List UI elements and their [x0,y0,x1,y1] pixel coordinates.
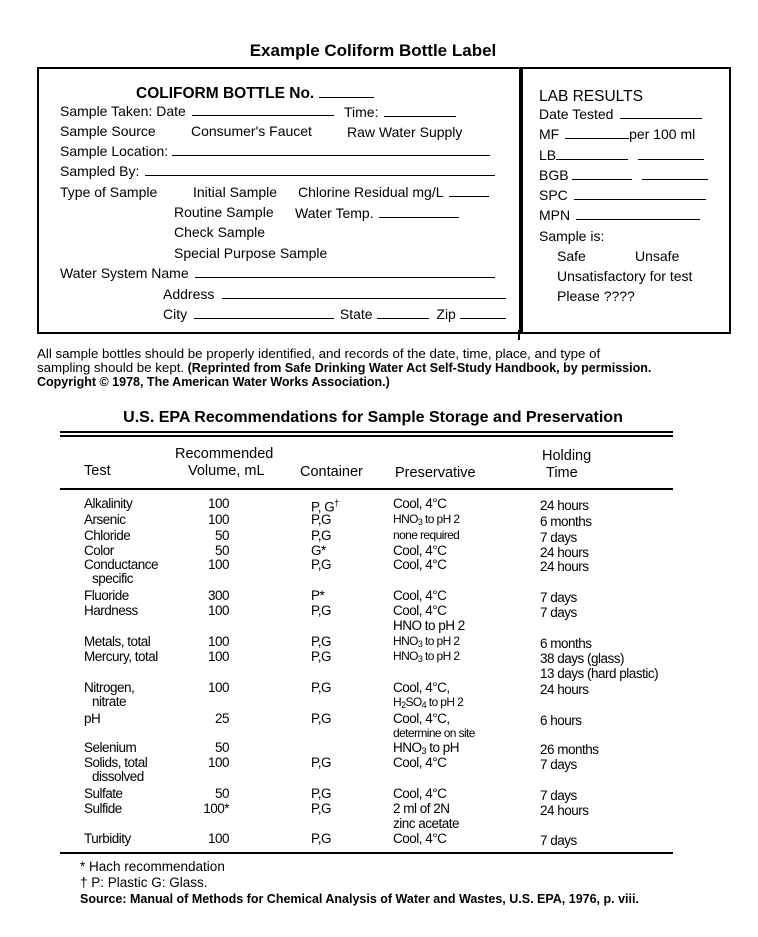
lb-line-1 [556,158,628,160]
cell-volume: 100 [207,649,229,664]
sample-is-label: Sample is: [539,228,605,244]
label-title: Example Coliform Bottle Label [249,41,497,60]
state-line [377,317,429,319]
chlorine-residual-label: Chlorine Residual mg/L [298,184,443,200]
date-tested-row [539,106,702,122]
cell-volume: 25 [214,711,229,726]
unsatisfactory-option: Unsatisfactory for test [557,268,693,284]
bgb-line-2 [642,178,708,180]
cell-holding: 7 days [540,788,577,803]
mpn-line [576,218,700,220]
caption-line-2b: (Reprinted from Safe Drinking Water Act Self-Study Handbook, by permission. [187,361,652,375]
mpn-label: MPN [539,207,571,223]
cell-test-line-2: dissolved [92,769,144,784]
box-tick [518,330,520,340]
cell-container: P,G [311,634,332,649]
mf-line [565,137,629,139]
cell-preservative-line-2: $H_2SO_4$ to pH 2 [393,695,464,710]
cell-container: P,G [311,711,332,726]
cell-test: Sulfate [84,786,123,801]
spc-row [539,187,706,203]
water-system-name-line [195,276,495,278]
cell-holding-line-2: 13 days (hard plastic) [540,666,659,681]
cell-holding: 7 days [540,530,577,545]
cell-volume: 50 [214,528,229,543]
cell-preservative: Cool, 4°C [393,557,447,572]
water-temp-field [295,205,459,221]
cell-holding: 24 hours [540,498,589,513]
header-volume-2: Volume, mL [188,463,265,479]
cell-holding: 6 months [540,636,592,651]
cell-holding: 24 hours [540,559,589,574]
bottle-number-label: COLIFORM BOTTLE No. [136,85,315,102]
address-label: Address [163,286,215,302]
header-holding-2: Time [546,465,578,481]
address-row [163,286,506,302]
cell-container: P,G [311,649,332,664]
sample-taken-row [60,103,334,119]
bgb-label: BGB [539,167,569,183]
spc-label: SPC [539,187,568,203]
time-field [344,104,456,120]
cell-preservative: Cool, 4°C [393,603,447,618]
sampled-by-label: Sampled By: [60,163,140,179]
mf-row [539,126,695,142]
cell-preservative: $HNO_3$ to pH 2 [393,634,460,649]
table-header-rule [60,488,673,490]
cell-volume: 50 [214,543,229,558]
caption-line-2 [37,361,651,375]
cell-holding: 26 months [540,742,599,757]
header-holding-1: Holding [542,448,592,464]
sampled-by-line [145,174,495,176]
cell-volume: 100 [207,512,229,527]
table-top-rule-2 [60,435,673,437]
header-volume-1: Recommended [175,446,274,462]
city-state-zip-row [163,306,506,322]
sampled-by-row [60,163,495,179]
cell-test: Color [84,543,114,558]
cell-test-line-2: specific [92,571,134,586]
cell-preservative: 2 ml of 2N [393,801,450,816]
type-of-sample-label: Type of Sample [60,184,158,200]
cell-volume: 100 [207,831,229,846]
cell-test: Sulfide [84,801,122,816]
cell-holding: 6 hours [540,713,582,728]
routine-sample-option: Routine Sample [174,204,274,220]
safe-option: Safe [557,248,586,264]
zip-label: Zip [436,306,456,322]
cell-preservative: $HNO_3$ to pH 2 [393,512,460,527]
consumers-faucet-option: Consumer's Faucet [191,123,312,139]
cell-container: P,G [311,831,332,846]
cell-holding: 24 hours [540,682,589,697]
table-bottom-rule [60,852,673,854]
cell-volume: 100 [207,680,229,695]
cell-preservative: Cool, 4°C, [393,680,450,695]
cell-holding: 7 days [540,833,577,848]
cell-test: Chloride [84,528,131,543]
time-label: Time: [344,104,379,120]
bottle-number-line [319,96,374,98]
sample-location-row [60,143,490,159]
cell-test: Alkalinity [84,496,133,511]
per-100-label: per 100 ml [629,126,696,142]
cell-test-line-2: nitrate [92,694,127,709]
lb-label: LB [539,147,557,163]
cell-volume: 100 [207,557,229,572]
cell-volume: 100 [207,755,229,770]
cell-holding: 7 days [540,590,577,605]
cell-preservative: Cool, 4°C [393,786,447,801]
header-test: Test [84,463,111,479]
cell-volume: 100 [207,634,229,649]
cell-volume: 100* [203,801,229,816]
sample-taken-date-label: Sample Taken: Date [60,103,186,119]
water-temp-line [379,216,459,218]
cell-container: P,G [311,512,332,527]
cell-volume: 100 [207,496,229,511]
address-line [222,297,506,299]
cell-volume: 300 [207,588,229,603]
cell-test: Selenium [84,740,137,755]
dagger-mark: † [334,498,339,508]
cell-test: Turbidity [84,831,131,846]
raw-water-supply-option: Raw Water Supply [347,124,463,140]
cell-test: Metals, total [84,634,151,649]
caption-line-3: Copyright © 1978, The American Water Works Association.) [37,375,390,389]
epa-title: U.S. EPA Recommendations for Sample Storage and Preservation [123,409,623,426]
water-system-name-row [60,265,495,281]
water-system-name-label: Water System Name [60,265,189,281]
sample-source-label: Sample Source [60,123,156,139]
cell-container: P,G [311,801,332,816]
cell-preservative-line-2: determine on site [393,726,475,740]
cell-test: Arsenic [84,512,126,527]
header-preservative: Preservative [395,465,476,481]
caption-line-1: All sample bottles should be properly identified, and records of the date, time, place, and type of [37,346,601,361]
spc-line [574,198,706,200]
unsafe-option: Unsafe [635,248,680,264]
cell-test: Mercury, total [84,649,158,664]
cell-container: P,G [311,557,332,572]
city-label: City [163,306,188,322]
state-label: State [339,306,373,322]
cell-container: P,G [311,603,332,618]
footnote-source: Source: Manual of Methods for Chemical Analysis of Water and Wastes, U.S. EPA, 1976, p. viii. [80,892,639,906]
cell-test: pH [84,711,101,726]
date-tested-label: Date Tested [539,106,614,122]
cell-holding: 24 hours [540,545,589,560]
lb-row [539,147,704,163]
initial-sample-option: Initial Sample [193,184,278,200]
cell-test: Hardness [84,603,138,618]
bgb-line-1 [572,178,632,180]
time-line [384,115,456,117]
cell-preservative: $HNO_3$ to pH [393,740,460,756]
cell-container: P,G [311,786,332,801]
cell-container: P,G [311,680,332,695]
water-temp-label: Water Temp. [295,205,374,221]
cell-holding: 7 days [540,757,577,772]
date-tested-line [620,117,702,119]
date-line [192,114,334,116]
check-sample-option: Check Sample [174,224,266,240]
footnote-plastic-glass: † P: Plastic G: Glass. [80,875,208,890]
sample-location-line [172,154,490,156]
cell-preservative: $HNO_3$ to pH 2 [393,649,460,664]
bottle-number-row [136,85,374,103]
city-line [194,317,334,319]
cell-test: Conductance [84,557,159,572]
lb-line-2 [638,158,704,160]
zip-line [460,317,506,319]
cell-preservative: Cool, 4°C [393,543,447,558]
cell-volume: 50 [214,740,229,755]
cell-holding: 38 days (glass) [540,651,625,666]
mpn-row [539,207,700,223]
sample-location-label: Sample Location: [60,143,169,159]
cell-holding: 7 days [540,605,577,620]
cell-container: P,G [311,528,332,543]
cell-container: P* [311,588,325,603]
cell-container: G* [311,543,326,558]
cell-preservative: none required [393,528,460,542]
caption-line-2a: sampling should be kept. [37,360,185,375]
table-top-rule-1 [60,431,673,433]
cell-preservative: Cool, 4°C [393,588,447,603]
cell-preservative: Cool, 4°C, [393,711,450,726]
cell-preservative: Cool, 4°C [393,831,447,846]
chlorine-residual-line [449,195,489,197]
bgb-row [539,167,708,183]
cell-preservative: Cool, 4°C [393,496,447,511]
chlorine-residual-field [298,184,489,200]
cell-holding: 6 months [540,514,592,529]
cell-preservative: Cool, 4°C [393,755,447,770]
cell-volume: 100 [207,603,229,618]
cell-test: Solids, total [84,755,148,770]
cell-volume: 50 [214,786,229,801]
lab-results-title: LAB RESULTS [539,88,643,105]
mf-label: MF [539,126,560,142]
special-purpose-option: Special Purpose Sample [174,245,328,261]
cell-preservative-line-2: HNO to pH 2 [393,618,465,633]
please-option: Please ???? [557,288,635,304]
cell-container: P, G† [311,498,339,515]
cell-preservative-line-2: zinc acetate [393,816,460,831]
header-container: Container [300,464,363,480]
footnote-hach: * Hach recommendation [80,859,225,874]
cell-test: Fluoride [84,588,129,603]
cell-test: Nitrogen, [84,680,135,695]
cell-container: P,G [311,755,332,770]
cell-holding: 24 hours [540,803,589,818]
